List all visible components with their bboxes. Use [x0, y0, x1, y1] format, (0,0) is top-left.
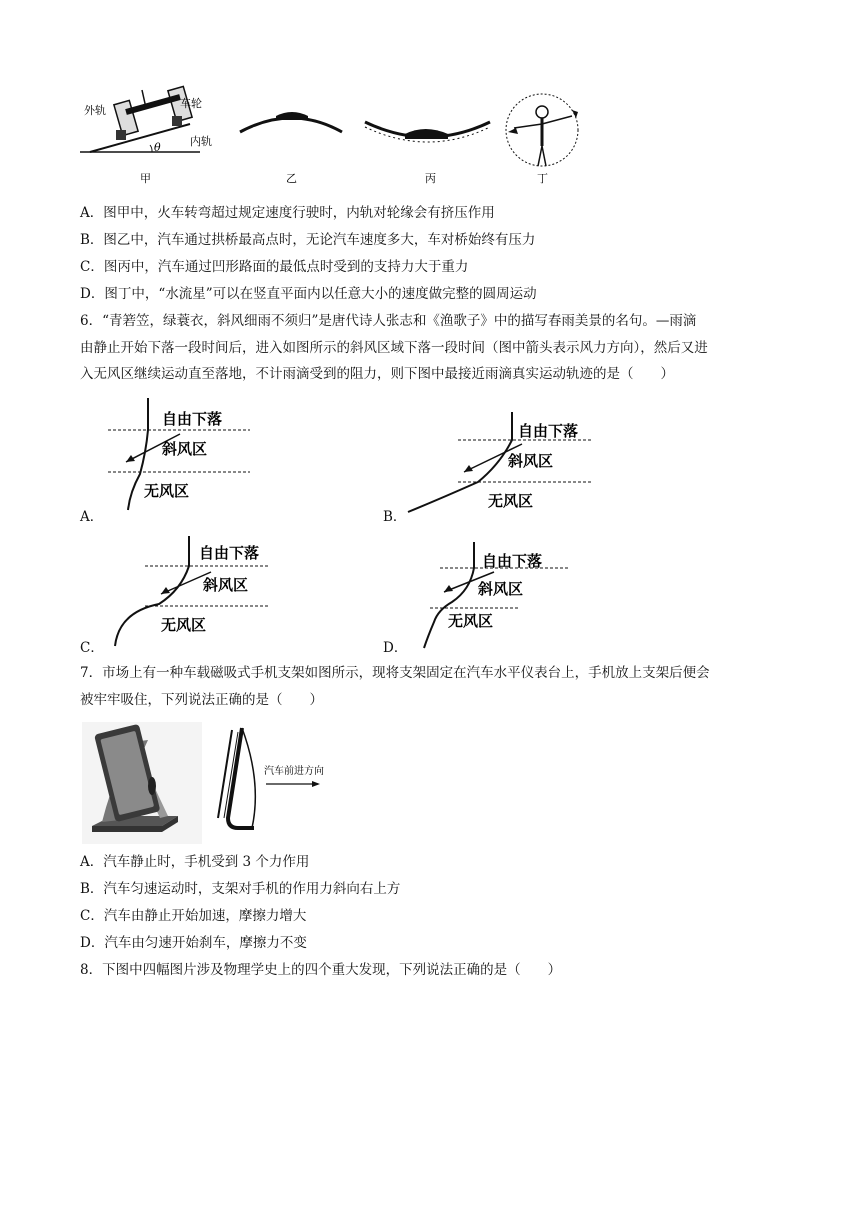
q6-option-d-letter: D．: [383, 640, 408, 656]
q5-option-c: C．图丙中，汽车通过凹形路面的最低点时受到的支持力大于重力: [80, 259, 469, 275]
figure-jia: [80, 86, 212, 185]
no-wind-label: 无风区: [144, 482, 190, 500]
free-fall-label: 自由下落: [482, 552, 543, 570]
inner-rail-label: 内轨: [190, 135, 212, 148]
slant-wind-label: 斜风区: [203, 576, 249, 594]
figure-bing: [365, 122, 490, 185]
no-wind-label: 无风区: [161, 616, 207, 634]
figure-label-jia: 甲: [140, 172, 151, 185]
q6-option-c-letter: C．: [80, 640, 104, 656]
q6-option-c-figure: [105, 532, 275, 652]
q6-stem-line-1: 6．“青箬笠，绿蓑衣，斜风细雨不须归”是唐代诗人张志和《渔歌子》中的描写春雨美景的名句。—雨滴: [80, 313, 697, 329]
figure-label-ding: 丁: [537, 172, 548, 185]
figure-yi: [240, 112, 342, 185]
outer-rail-label: 外轨: [84, 104, 106, 117]
free-fall-label: 自由下落: [199, 544, 260, 562]
phone-holder-photo: [82, 722, 202, 844]
figure-label-yi: 乙: [286, 172, 297, 185]
q7-stem-line-1: 7．市场上有一种车载磁吸式手机支架如图所示，现将支架固定在汽车水平仪表台上，手机放上支架后便会: [80, 665, 710, 681]
q6-option-a-figure: [100, 392, 260, 516]
q5-option-d: D．图丁中，“水流星”可以在竖直平面内以任意大小的速度做完整的圆周运动: [80, 286, 537, 302]
q5-option-b: B．图乙中，汽车通过拱桥最高点时，无论汽车速度多大，车对桥始终有压力: [80, 232, 536, 248]
no-wind-label: 无风区: [448, 612, 494, 630]
q6-option-b-figure: [402, 408, 602, 518]
slant-wind-label: 斜风区: [508, 452, 554, 470]
slant-wind-label: 斜风区: [478, 580, 524, 598]
phone-holder-schematic: [218, 728, 324, 828]
figure-ding: [506, 94, 578, 185]
q8-stem: 8．下图中四幅图片涉及物理学史上的四个重大发现，下列说法正确的是（ ）: [80, 962, 562, 978]
q6-stem-line-3: 入无风区继续运动直至落地，不计雨滴受到的阻力，则下图中最接近雨滴真实运动轨迹的是（ ）: [80, 366, 674, 382]
wheel-label: 车轮: [180, 97, 202, 110]
free-fall-label: 自由下落: [162, 410, 223, 428]
arrow-right-icon: [312, 781, 320, 787]
q7-option-b: B．汽车匀速运动时，支架对手机的作用力斜向右上方: [80, 881, 401, 897]
free-fall-label: 自由下落: [518, 422, 579, 440]
q6-option-a-letter: A．: [80, 509, 104, 525]
theta-label: θ: [154, 141, 161, 154]
q6-option-d-figure: [410, 540, 580, 652]
slant-wind-label: 斜风区: [162, 440, 208, 458]
q7-stem-line-2: 被牢牢吸住，下列说法正确的是（ ）: [80, 692, 323, 708]
q6-stem-line-2: 由静止开始下落一段时间后，进入如图所示的斜风区域下落一段时间（图中箭头表示风力方向），然后又进: [80, 340, 708, 356]
car-direction-label: 汽车前进方向: [264, 766, 324, 777]
figure-label-bing: 丙: [425, 172, 436, 185]
q7-figure: [82, 722, 354, 844]
q7-option-a: A．汽车静止时，手机受到 3 个力作用: [80, 854, 310, 870]
q5-figure: [80, 72, 610, 192]
q7-option-d: D．汽车由匀速开始刹车，摩擦力不变: [80, 935, 307, 951]
no-wind-label: 无风区: [488, 492, 534, 510]
q7-option-c: C．汽车由静止开始加速，摩擦力增大: [80, 908, 307, 924]
q5-option-a: A．图甲中，火车转弯超过规定速度行驶时，内轨对轮缘会有挤压作用: [80, 205, 495, 221]
q6-option-b-letter: B．: [383, 509, 407, 525]
